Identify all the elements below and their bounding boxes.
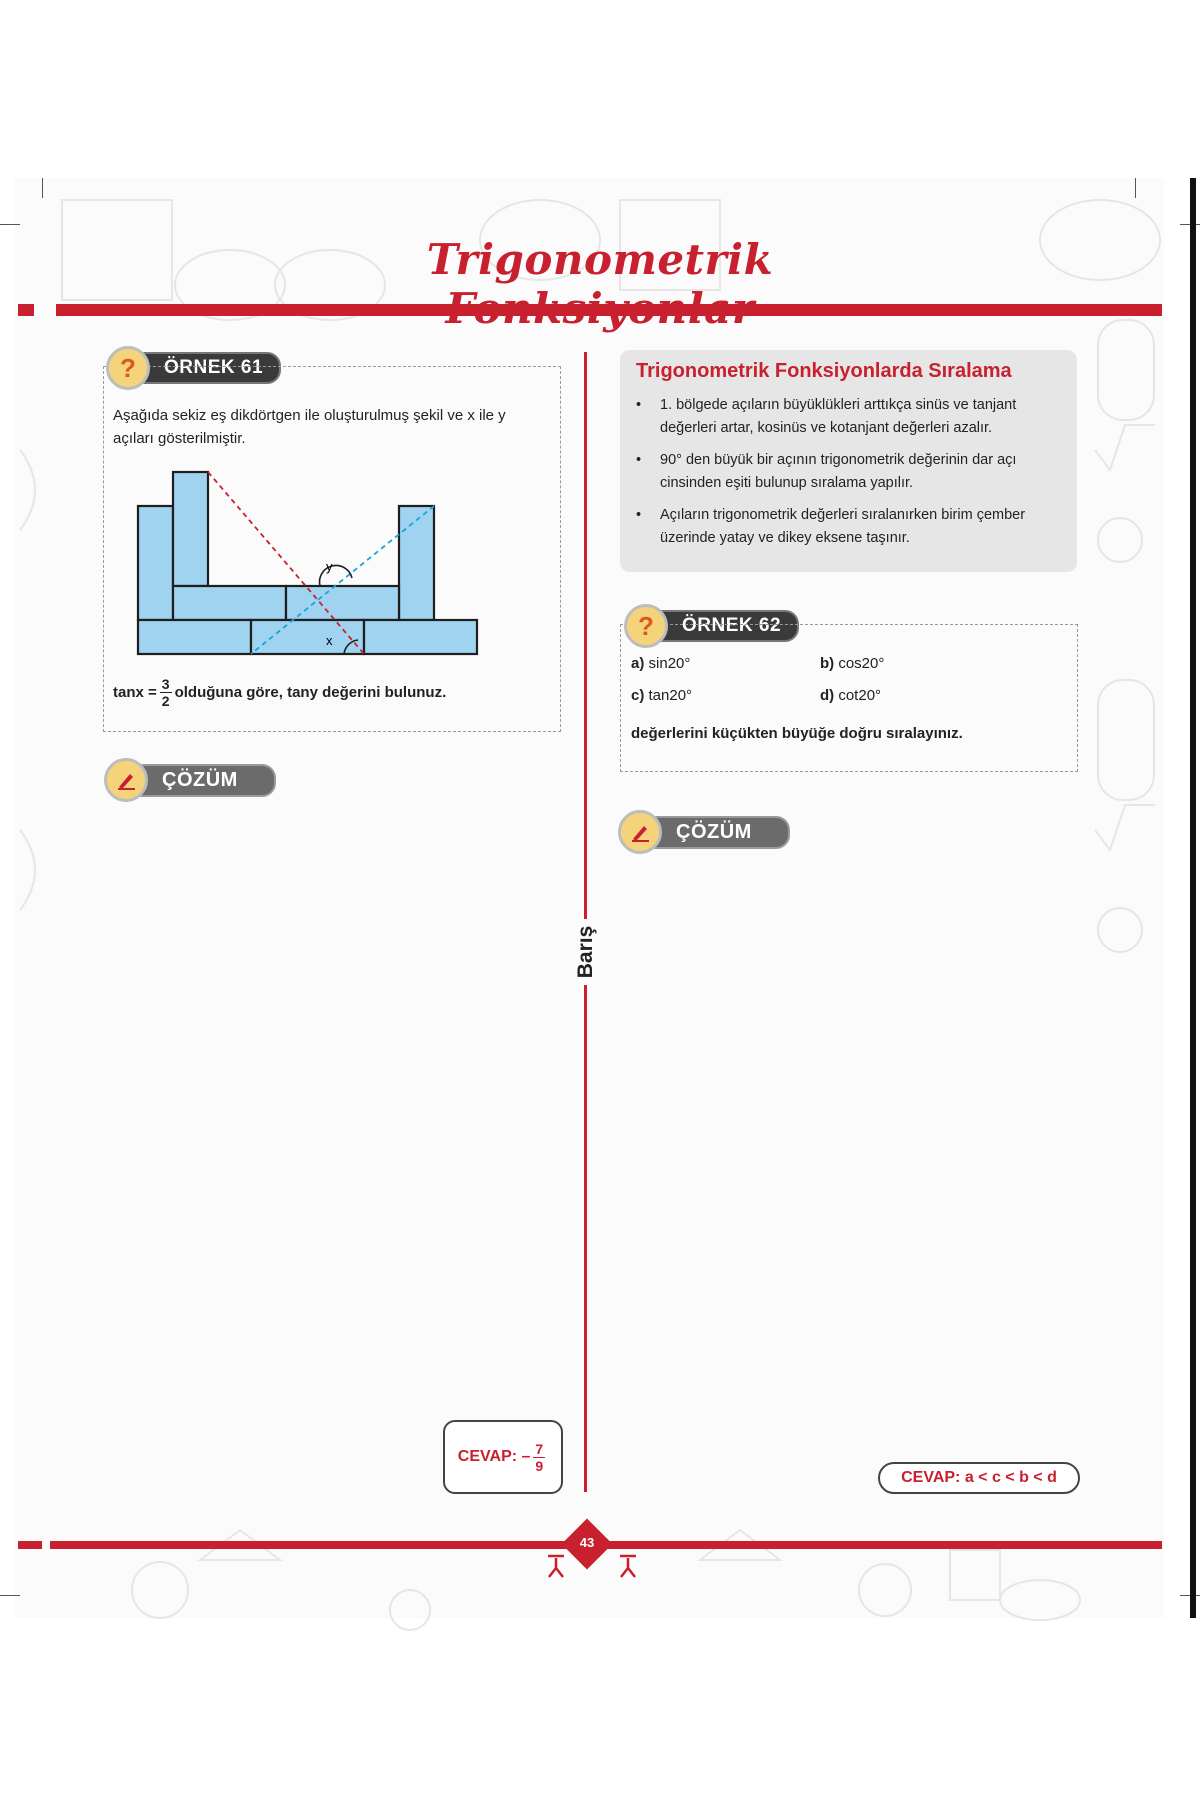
header-bar-stub bbox=[18, 304, 34, 316]
angle-y-label: y bbox=[326, 559, 333, 574]
figure-icon bbox=[617, 1552, 639, 1578]
figure-rect bbox=[173, 586, 286, 620]
figure-rect bbox=[251, 620, 364, 654]
solution-62-label: ÇÖZÜM bbox=[648, 816, 790, 849]
page-title: Trigonometrik bbox=[426, 235, 774, 284]
figure-rect bbox=[173, 472, 208, 586]
question-icon: ? bbox=[624, 604, 668, 648]
question-icon: ? bbox=[106, 346, 150, 390]
info-item: • Açıların trigonometrik değerleri sıralanırken birim çember üzerinde yatay ve dikey eksene taşınır. bbox=[634, 504, 1064, 550]
crop-mark bbox=[0, 1595, 20, 1596]
figure-rect bbox=[399, 506, 434, 620]
question-prefix: tanx = bbox=[113, 684, 157, 701]
info-item: • 90° den büyük bir açının trigonometrik değerinin dar açı cinsinden eşiti bulunup sıralama yapılır. bbox=[634, 449, 1064, 495]
figure-rect bbox=[364, 620, 477, 654]
solution-62-header bbox=[618, 810, 790, 854]
crop-mark bbox=[42, 178, 43, 198]
info-item: • 1. bölgede açıların büyüklükleri arttıkça sinüs ve tanjant değerleri artar, kosinüs ve kotanjant değerleri azalır. bbox=[634, 394, 1064, 440]
solution-61-label: ÇÖZÜM bbox=[134, 764, 276, 797]
header-bar bbox=[56, 304, 1162, 316]
example-61-question bbox=[113, 676, 553, 709]
answer-62-box bbox=[878, 1462, 1080, 1494]
example-62-label: ÖRNEK 62 bbox=[654, 610, 799, 642]
info-box bbox=[620, 350, 1077, 572]
example-62-instruction: değerlerini küçükten büyüğe doğru sıralayınız. bbox=[631, 725, 963, 742]
angle-x-label: x bbox=[326, 633, 333, 648]
option-c: c) tan20° bbox=[631, 687, 693, 704]
example-61-label: ÖRNEK 61 bbox=[136, 352, 281, 384]
pencil-icon bbox=[104, 758, 148, 802]
crop-mark bbox=[1135, 178, 1136, 198]
crop-mark bbox=[1190, 178, 1196, 1618]
answer-fraction: $\frac{7}{9}$ bbox=[535, 1440, 544, 1474]
solution-61-header bbox=[104, 758, 276, 802]
crop-mark bbox=[0, 224, 20, 225]
pencil-icon bbox=[618, 810, 662, 854]
info-title: Trigonometrik Fonksiyonlarda Sıralama bbox=[636, 360, 1012, 382]
option-a: a) sin20° bbox=[631, 655, 691, 672]
question-suffix: olduğuna göre, tany değerini bulunuz. bbox=[174, 684, 447, 701]
figure-rect bbox=[286, 586, 399, 620]
rectangles-figure bbox=[132, 468, 482, 658]
answer-62-label: CEVAP: a < c < b < d bbox=[901, 1469, 1057, 1486]
answer-61-label: CEVAP: – bbox=[457, 1448, 531, 1465]
fraction-3-2: $\frac{3}{2}$ bbox=[161, 676, 170, 709]
figure-rect bbox=[138, 620, 251, 654]
answer-61-box bbox=[443, 1420, 563, 1494]
figure-icon bbox=[545, 1552, 567, 1578]
page-number: 43 bbox=[579, 1535, 595, 1550]
example-61-description: Aşağıda sekiz eş dikdörtgen ile oluşturulmuş şekil ve x ile y açıları gösterilmiştir. bbox=[113, 407, 506, 447]
option-d: d) cot20° bbox=[820, 687, 882, 704]
footer-bar-stub bbox=[18, 1541, 42, 1549]
info-list bbox=[634, 394, 1064, 559]
figure-rect bbox=[138, 506, 173, 620]
publisher-label: Barış bbox=[574, 919, 598, 985]
option-b: b) cos20° bbox=[820, 655, 885, 672]
